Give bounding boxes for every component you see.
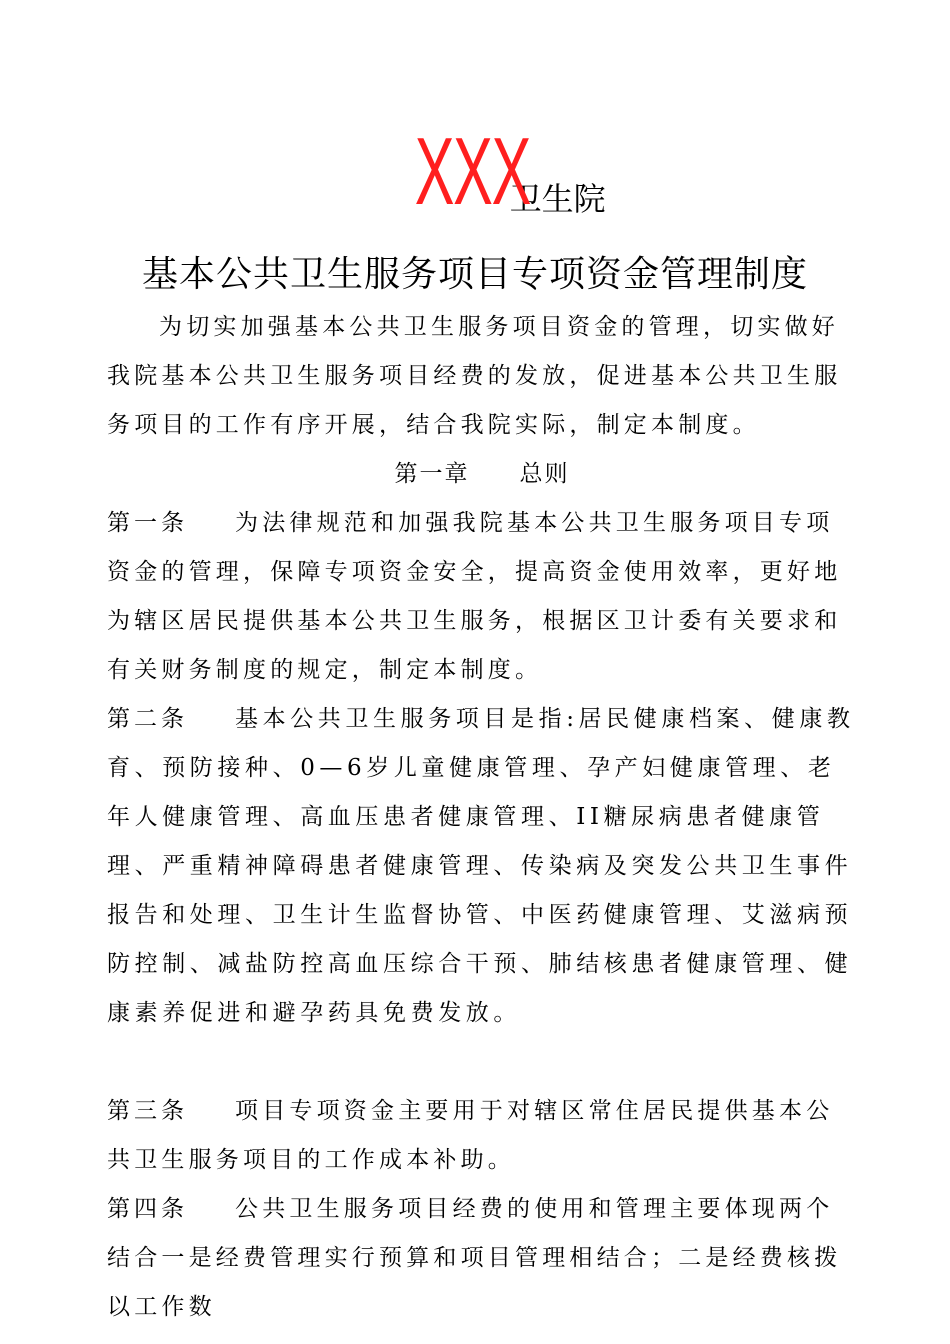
article-label: 第二条 [107,706,188,732]
article-label: 第一条 [107,510,188,536]
article-text: 为法律规范和加强我院基本公共卫生服务项目专项资金的管理，保障专项资金安全，提高资金使用效率，更好地为辖区居民提供基本公共卫生服务，根据区卫计委有关要求和有关财务制度的规定，制定本制度。 [107,510,842,683]
article-label: 第三条 [107,1098,188,1124]
organization-suffix: 卫生院 [509,180,606,218]
chapter-number: 第一章 [394,461,470,487]
article-paragraph [107,499,857,695]
article-label: 第四条 [107,1196,188,1222]
document-header [0,118,950,225]
document-title: 基本公共卫生服务项目专项资金管理制度 [141,254,808,295]
article-text: 基本公共卫生服务项目是指:居民健康档案、健康教育、预防接种、0—6岁儿童健康管理、孕产妇健康管理、老年人健康管理、高血压患者健康管理、II糖尿病患者健康管理、严重精神障碍患者健康管理、传染病及突发公共卫生事件报告和处理、卫生计生监督协管、中医药健康管理、艾滋病预防控制、减盐防控高血压综合干预、肺结核患者健康管理、健康素养促进和避孕药具免费发放。 [107,706,855,1026]
organization-placeholder-mark: XXX [415,118,531,225]
article-paragraph [107,695,857,1038]
article-paragraph [107,1087,857,1185]
article-text: 公共卫生服务项目经费的使用和管理主要体现两个结合一是经费管理实行预算和项目管理相结合；二是经费核拨以工作数 [107,1196,842,1320]
chapter-name: 总则 [519,461,570,487]
paragraph-spacer [107,1038,857,1087]
document-body [107,303,857,1332]
article-text: 项目专项资金主要用于对辖区常住居民提供基本公共卫生服务项目的工作成本补助。 [107,1098,834,1173]
intro-paragraph: 为切实加强基本公共卫生服务项目资金的管理，切实做好我院基本公共卫生服务项目经费的发放，促进基本公共卫生服务项目的工作有序开展，结合我院实际，制定本制度。 [107,314,842,438]
article-paragraph [107,1185,857,1332]
chapter-heading [107,450,857,499]
